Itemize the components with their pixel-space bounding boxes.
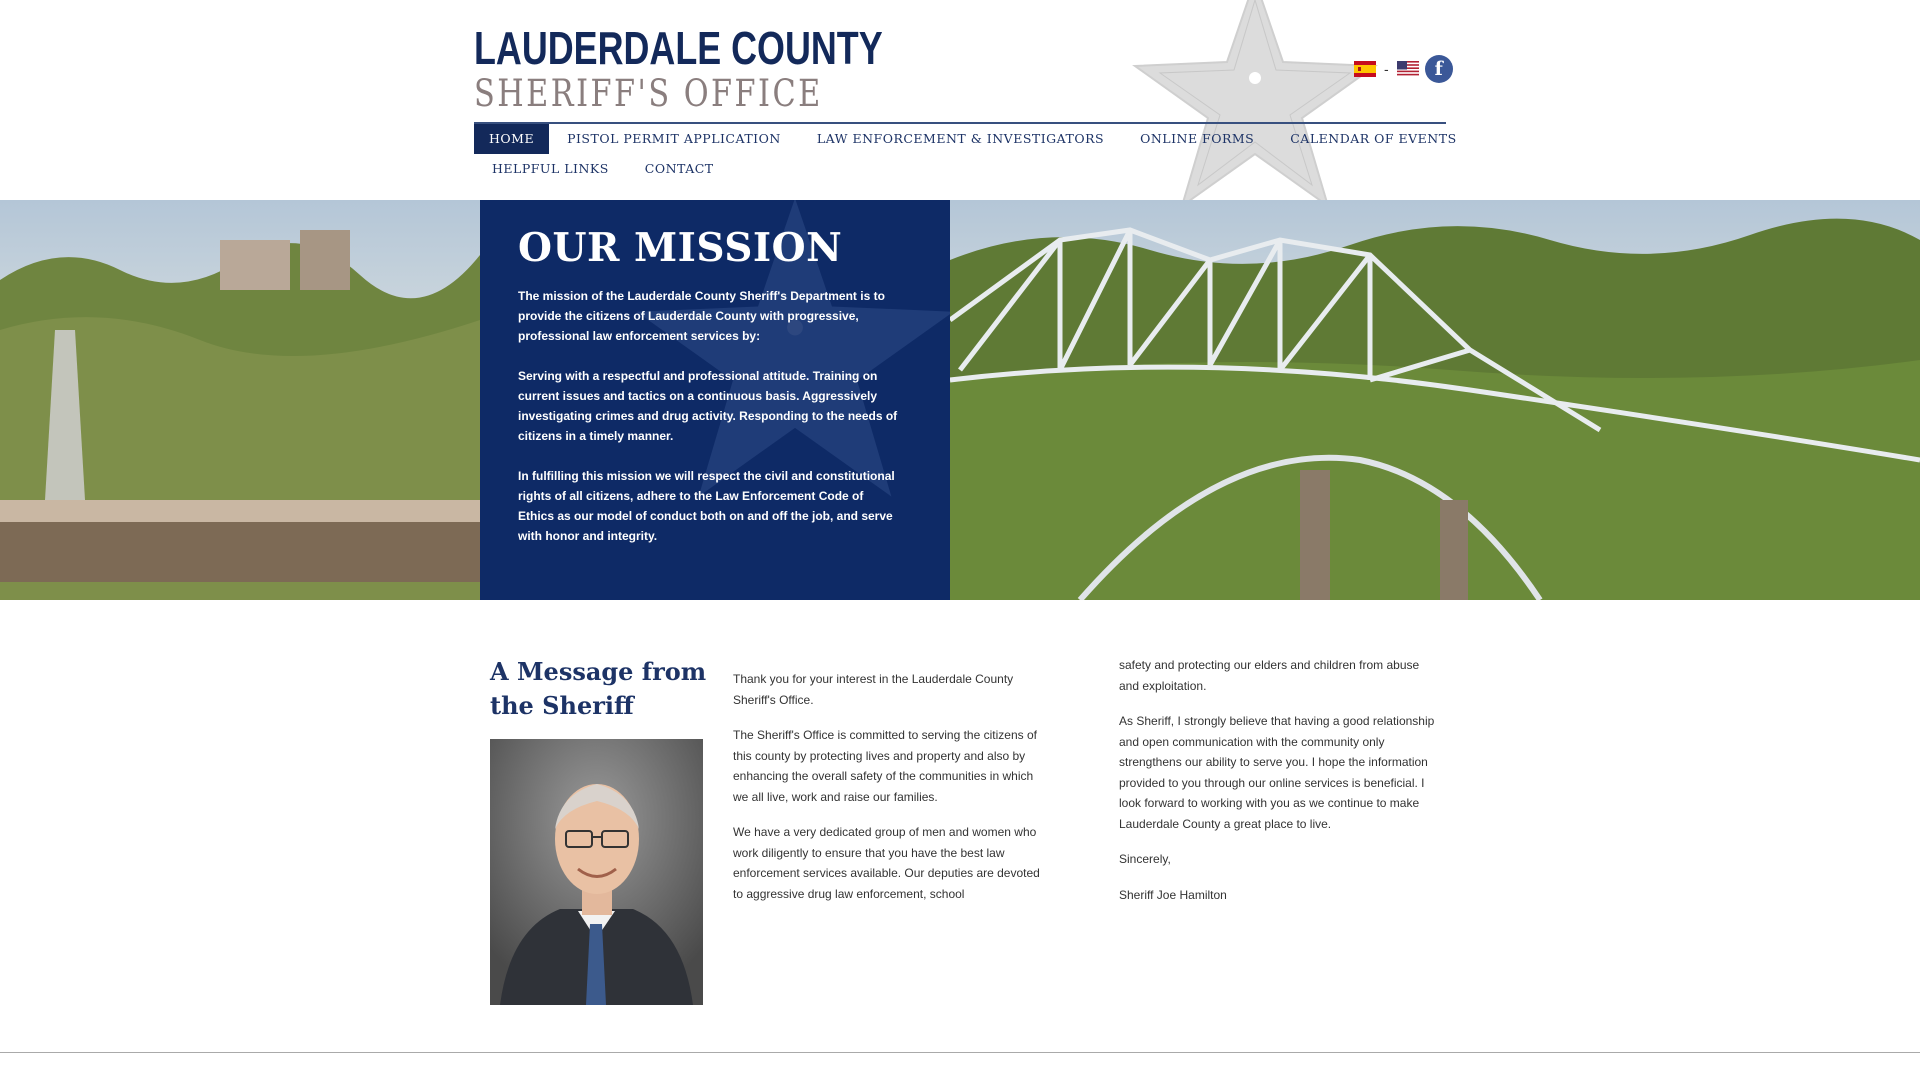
message-paragraph: The Sheriff's Office is committed to serving the citizens of this county by protecting lives and property and also by enhancing the overall safety of the communities in which we all live, work and raise our families. xyxy=(733,728,1037,804)
spain-flag-icon[interactable] xyxy=(1354,61,1376,77)
message-paragraph: We have a very dedicated group of men and women who work diligently to ensure that you have the best law enforcement services available. Our deputies are devoted to aggressive drug law enforcement, school xyxy=(733,825,1040,901)
message-title: A Message from the Sheriff xyxy=(490,657,707,720)
nav-calendar-of-events[interactable]: CALENDAR OF EVENTS xyxy=(1290,131,1457,146)
facebook-icon[interactable]: f xyxy=(1425,55,1453,83)
nav-row-primary xyxy=(474,124,1457,154)
language-separator: - xyxy=(1384,61,1389,77)
site-logo[interactable] xyxy=(474,22,914,115)
nav-helpful-links[interactable]: HELPFUL LINKS xyxy=(492,161,609,176)
us-flag-icon[interactable] xyxy=(1397,61,1419,77)
site-header xyxy=(0,0,1920,200)
mission-paragraph: The mission of the Lauderdale County Sheriff's Department is to provide the citizens of Lauderdale County with progressive, professional law enforcement services by: xyxy=(518,289,885,343)
bridge-photo xyxy=(0,200,1920,600)
message-closing: Sincerely, xyxy=(1119,852,1171,866)
mission-title: OUR MISSION xyxy=(518,225,843,271)
logo-subtitle: SHERIFF'S OFFICE xyxy=(474,72,823,115)
message-paragraph: safety and protecting our elders and children from abuse and exploitation. xyxy=(1119,658,1420,693)
message-signature: Sheriff Joe Hamilton xyxy=(1119,887,1227,902)
main-nav xyxy=(474,124,1457,184)
sheriff-photo xyxy=(490,739,703,1005)
language-bar xyxy=(1354,55,1453,83)
sheriff-portrait xyxy=(490,739,703,1005)
mission-paragraph: In fulfilling this mission we will respect the civil and constitutional rights of all citizens, adhere to the Law Enforcement Code of Ethics as our model of conduct both on and off the job, and serve with honor and integrity. xyxy=(518,469,895,543)
nav-row-secondary xyxy=(474,154,1446,184)
message-paragraph: As Sheriff, I strongly believe that having a good relationship and open communication with the community only strengthens our ability to serve you. I hope the information provided to you through our online services is beneficial. I look forward to working with you as we continue to make Lauderdale County a great place to live. xyxy=(1119,714,1435,831)
nav-pistol-permit-application[interactable]: PISTOL PERMIT APPLICATION xyxy=(567,131,781,146)
message-column-1 xyxy=(733,669,1043,919)
mission-text xyxy=(518,286,900,566)
nav-law-enforcement-investigators[interactable]: LAW ENFORCEMENT & INVESTIGATORS xyxy=(816,131,1105,146)
nav-contact[interactable]: CONTACT xyxy=(644,161,714,176)
hero-banner xyxy=(0,200,1920,600)
nav-home[interactable]: HOME xyxy=(474,124,549,154)
nav-online-forms[interactable]: ONLINE FORMS xyxy=(1140,131,1255,146)
logo-title: LAUDERDALE COUNTY xyxy=(474,22,883,74)
message-paragraph: Thank you for your interest in the Lauderdale County Sheriff's Office. xyxy=(733,672,1014,707)
mission-paragraph: Serving with a respectful and professional attitude. Training on current issues and tactics on a continuous basis. Aggressively investigating crimes and drug activity. Responding to the needs of citizens in a timely manner. xyxy=(518,369,898,443)
footer-divider xyxy=(0,1052,1920,1053)
mission-panel xyxy=(480,200,950,600)
message-column-2 xyxy=(1119,655,1435,920)
